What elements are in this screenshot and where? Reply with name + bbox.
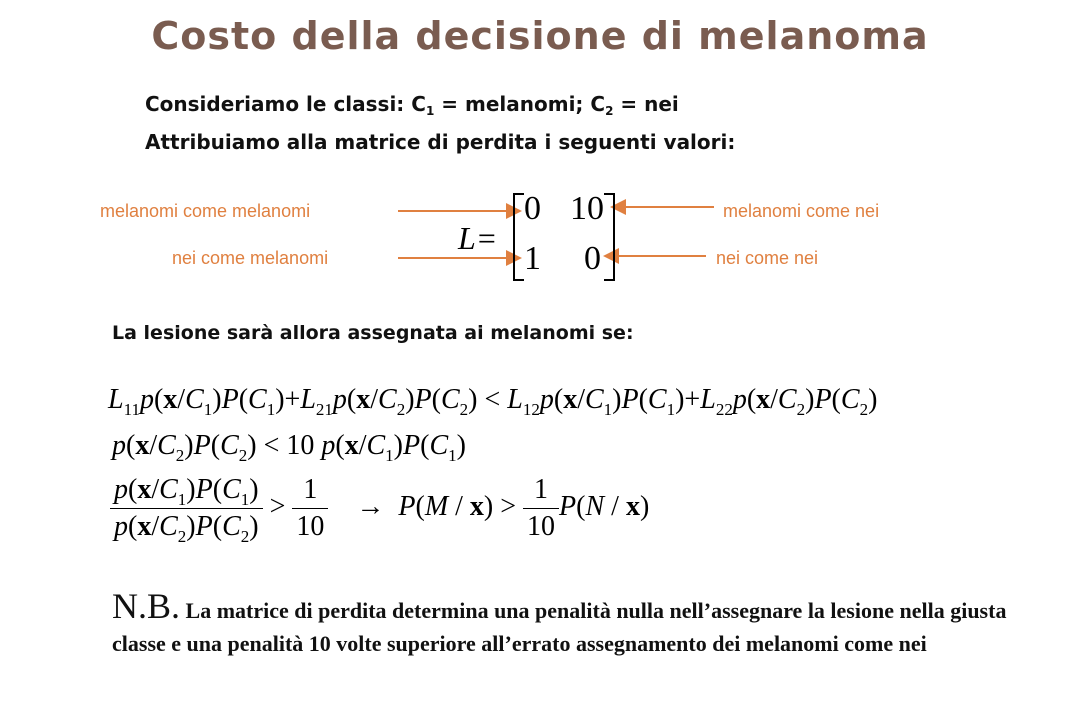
intro-classes-mid: = melanomi; C: [434, 92, 606, 116]
equation-simplified-inequality: $p(x/C_2)P(C_2) < 10$ $p(x/C_1)P(C_1)$: [112, 430, 466, 465]
equation-ratio-fraction: $\frac{p(x/C_1)P(C_1)}{p(x/C_2)P(C_2)}$: [110, 474, 263, 543]
intro-class2-subscript: 2: [605, 104, 614, 118]
annotation-nei-come-melanomi: nei come melanomi: [172, 248, 329, 268]
implies-arrow: →: [356, 490, 385, 522]
matrix-r2c2: 0: [584, 240, 601, 277]
equation-ratio-inequality: $\frac{p(x/C_1)P(C_1)}{p(x/C_2)P(C_2)}$ > $\frac{1}{10}$ → P(M / x) > $\frac{1}{10}$ P(N / x): [110, 474, 649, 543]
slide-title: Costo della decisione di melanoma: [151, 14, 929, 58]
equation-one-tenth-fraction: $\frac{1}{10}$: [292, 474, 328, 543]
annotation-nei-come-nei: nei come nei: [716, 248, 819, 268]
intro-values-line: Attribuiamo alla matrice di perdita i seguenti valori:: [145, 130, 736, 154]
annotation-melanomi-come-melanomi: melanomi come melanomi: [100, 201, 311, 221]
intro-classes-suffix: = nei: [613, 92, 679, 116]
intro-class1-subscript: 1: [425, 104, 435, 118]
matrix-left-bracket: [514, 194, 524, 280]
equation-risk-inequality: $L_{11}p(x/C_1)P(C_1)+L_{21}p(x/C_2)P(C_2) < L_{12}p(x/C_1)P(C_1)+L_{22}p(x/C_2)P(C_2)$: [108, 384, 878, 419]
note-prefix: N.B.: [112, 586, 181, 626]
equation-posterior-fraction: $\frac{1}{10}$: [523, 474, 559, 543]
lesion-condition-text: La lesione sarà allora assegnata ai melanomi se:: [112, 322, 634, 344]
matrix-r1c2: 10: [570, 190, 604, 227]
matrix-label: L=: [458, 220, 498, 256]
note-paragraph: [112, 586, 1012, 660]
matrix-r1c1: 0: [524, 190, 541, 227]
note-text: La matrice di perdita determina una penalità nulla nell’assegnare la lesione nella giusta classe e una penalità 10 volte superiore all’errato assegnamento dei melanomi come nei: [112, 598, 1007, 656]
intro-classes-prefix: Consideriamo le classi: C: [145, 92, 426, 116]
matrix-r2c1: 1: [524, 240, 541, 277]
annotation-melanomi-come-nei: melanomi come nei: [723, 201, 880, 221]
